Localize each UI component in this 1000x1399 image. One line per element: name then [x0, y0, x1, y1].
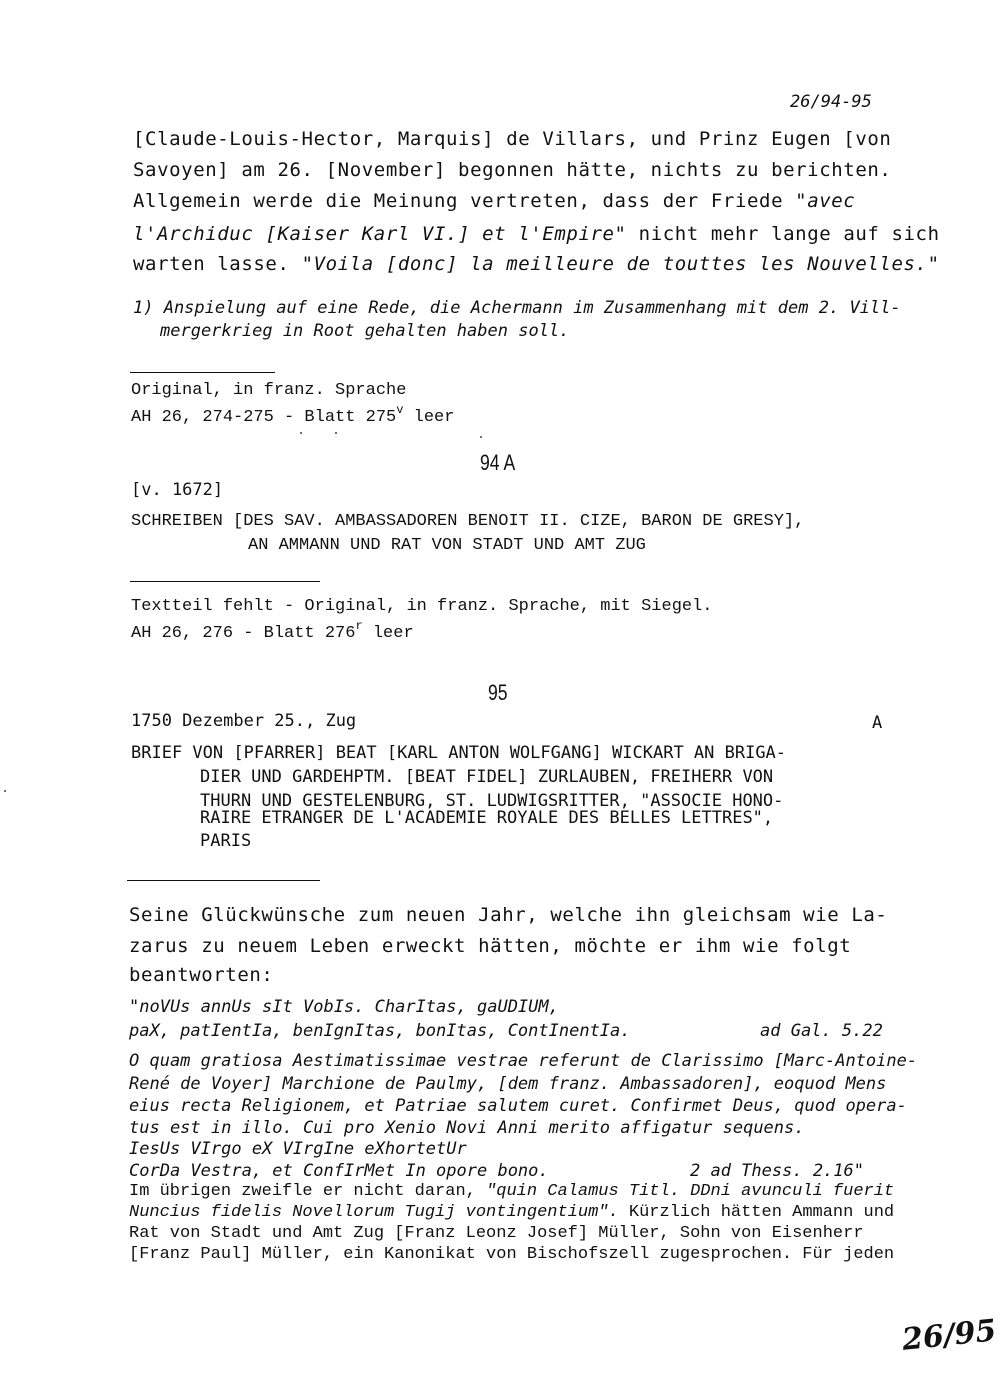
document-title-line: DIER UND GARDEHPTM. [BEAT FIDEL] ZURLAUBEN, FREIHERR VON: [200, 767, 774, 787]
text-segment: Allgemein werde die Meinung vertreten, dass der Friede: [133, 190, 784, 212]
italic-quote: "Voila [donc] la meilleure de touttes les Nouvelles.": [301, 253, 940, 275]
divider: [127, 880, 320, 881]
document-date: 1750 Dezember 25., Zug: [131, 711, 357, 731]
source-line: [131, 403, 454, 427]
text-segment: AH 26, 274-275 - Blatt 275: [131, 408, 397, 427]
text-line: [133, 253, 940, 275]
document-title-line: RAIRE ETRANGER DE L'ACADEMIE ROYALE DES BELLES LETTRES",: [200, 808, 774, 828]
handwritten-page-mark: 26/95: [900, 1313, 999, 1358]
latin-line: IesUs VIrgo eX VIrgIne eXhortetUr: [129, 1139, 467, 1159]
divider: [130, 372, 275, 373]
italic-quote: "avec: [795, 190, 856, 212]
latin-reference: ad Gal. 5.22: [760, 1021, 883, 1041]
source-line: Original, in franz. Sprache: [131, 381, 407, 400]
superscript: v: [396, 403, 404, 417]
superscript: r: [355, 619, 363, 633]
text-segment: warten lasse.: [133, 253, 290, 275]
document-title-line: THURN UND GESTELENBURG, ST. LUDWIGSRITTER, "ASSOCIE HONO-: [200, 791, 784, 811]
text-segment: AH 26, 276 - Blatt 276: [131, 624, 356, 643]
text-line: [129, 1203, 894, 1222]
footnote-line: mergerkrieg in Root gehalten haben soll.: [160, 321, 570, 341]
document-date: [v. 1672]: [131, 480, 224, 500]
latin-line: eius recta Religionem, et Patriae salutem curet. Confirmet Deus, quod opera-: [129, 1096, 907, 1116]
text-line: beantworten:: [129, 964, 274, 986]
text-line: [133, 190, 855, 212]
document-marker: A: [872, 713, 883, 733]
document-number: 95: [488, 680, 508, 705]
latin-line: "noVUs annUs sIt VobIs. CharItas, gaUDIUM,: [129, 997, 559, 1017]
latin-line: René de Voyer] Marchione de Paulmy, [dem franz. Ambassadoren], eoquod Mens: [129, 1074, 887, 1094]
document-number: 94 A: [480, 450, 516, 475]
text-line: [Franz Paul] Müller, ein Kanonikat von Bischofszell zugesprochen. Für jeden: [129, 1245, 895, 1264]
text-segment: Kürzlich hätten Ammann und: [618, 1203, 895, 1222]
divider: [130, 581, 320, 582]
latin-line: tus est in illo. Cui pro Xenio Novi Anni merito affigatur sequens.: [129, 1118, 805, 1138]
text-segment: leer: [403, 408, 455, 427]
document-title-line: PARIS: [200, 831, 252, 851]
text-line: Seine Glückwünsche zum neuen Jahr, welche ihn gleichsam wie La-: [129, 904, 888, 926]
document-title-line: SCHREIBEN [DES SAV. AMBASSADOREN BENOIT II. CIZE, BARON DE GRESY],: [131, 512, 805, 531]
italic-quote: "quin Calamus Titl. DDni avunculi fuerit: [486, 1182, 895, 1201]
latin-line: O quam gratiosa Aestimatissimae vestrae referunt de Clarissimo [Marc-Antoine-: [129, 1051, 918, 1071]
text-segment: nicht mehr lange auf sich: [638, 223, 940, 245]
italic-quote: Nuncius fidelis Novellorum Tugij vontingentium".: [129, 1203, 619, 1222]
text-line: Savoyen] am 26. [November] begonnen hätte, nichts zu berichten.: [133, 159, 892, 181]
text-segment: Im übrigen zweifle er nicht daran,: [129, 1182, 476, 1201]
latin-reference: 2 ad Thess. 2.16": [690, 1161, 864, 1181]
source-line: Textteil fehlt - Original, in franz. Sprache, mit Siegel.: [131, 597, 713, 616]
latin-line: paX, patIentIa, benIgnItas, bonItas, ContInentIa.: [129, 1021, 631, 1041]
text-line: [Claude-Louis-Hector, Marquis] de Villars, und Prinz Eugen [von: [133, 128, 892, 150]
latin-line: CorDa Vestra, et ConfIrMet In opore bono.: [129, 1161, 549, 1181]
text-segment: leer: [362, 624, 414, 643]
source-line: [131, 619, 414, 643]
page-reference: 26/94-95: [790, 92, 872, 112]
text-line: [129, 1182, 894, 1201]
document-title-line: AN AMMANN UND RAT VON STADT UND AMT ZUG: [248, 536, 646, 555]
text-line: zarus zu neuem Leben erweckt hätten, möchte er ihm wie folgt: [129, 935, 852, 957]
text-line: [133, 223, 940, 245]
footnote-line: 1) Anspielung auf eine Rede, die Achermann im Zusammenhang mit dem 2. Vill-: [133, 298, 901, 318]
text-line: Rat von Stadt und Amt Zug [Franz Leonz Josef] Müller, Sohn von Eisenherr: [129, 1224, 864, 1243]
italic-quote: l'Archiduc [Kaiser Karl VI.] et l'Empire": [133, 223, 627, 245]
document-title-line: BRIEF VON [PFARRER] BEAT [KARL ANTON WOLFGANG] WICKART AN BRIGA-: [131, 743, 787, 763]
